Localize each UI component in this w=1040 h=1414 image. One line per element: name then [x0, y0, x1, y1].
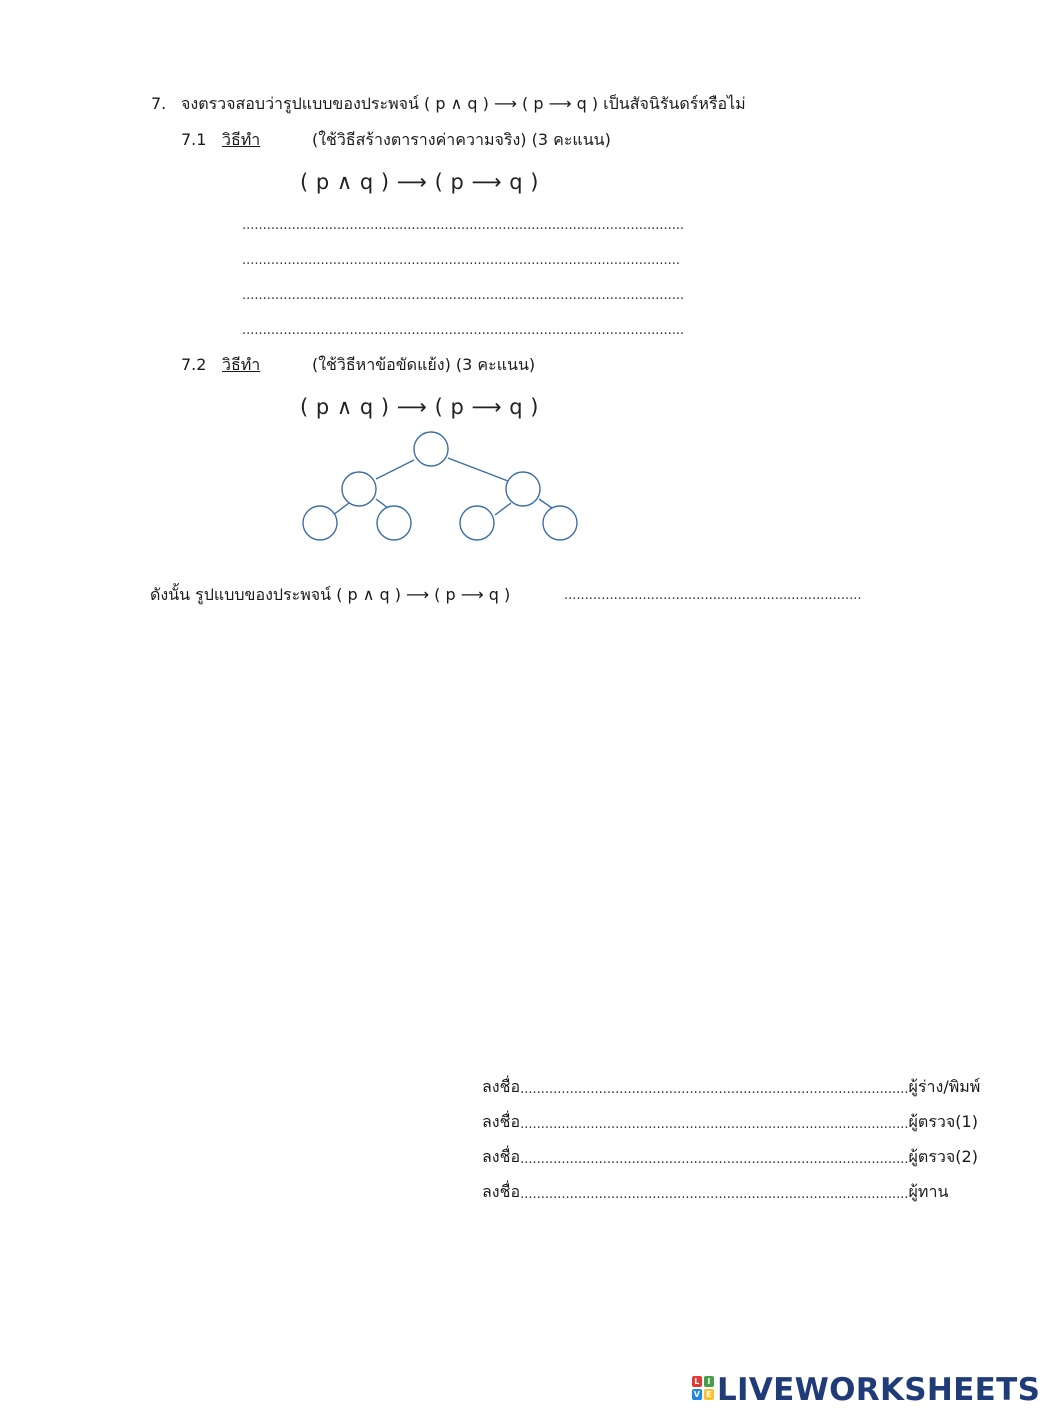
- tree-node-left[interactable]: [342, 472, 376, 506]
- tree-node-leaf[interactable]: [543, 506, 577, 540]
- answer-line[interactable]: ...........................................................................................................: [242, 288, 685, 303]
- signature-dots[interactable]: ..............................................................................................: [520, 1082, 909, 1097]
- signature-dots[interactable]: ..............................................................................................: [520, 1187, 909, 1202]
- tree-node-right[interactable]: [506, 472, 540, 506]
- part1-formula: ( p ∧ q ) ⟶ ( p ⟶ q ): [300, 170, 539, 194]
- question-text: จงตรวจสอบว่ารูปแบบของประพจน์ ( p ∧ q ) ⟶ ( p ⟶ q ) เป็นสัจนิรันดร์หรือไม่: [181, 94, 746, 113]
- signature-role: ผู้ตรวจ(2): [908, 1147, 978, 1166]
- tree-node-leaf[interactable]: [303, 506, 337, 540]
- signature-role: ผู้ตรวจ(1): [908, 1112, 978, 1131]
- signature-dots[interactable]: ..............................................................................................: [520, 1152, 909, 1167]
- liveworksheets-logo-icon: L I V E: [692, 1376, 716, 1402]
- contradiction-tree: [290, 425, 590, 550]
- signature-prefix: ลงชื่อ: [482, 1182, 521, 1201]
- signature-line: [482, 1182, 949, 1217]
- tree-edge: [376, 499, 388, 508]
- answer-line[interactable]: ...........................................................................................................: [242, 323, 685, 338]
- signature-block: [482, 1077, 981, 1217]
- answer-line[interactable]: ...........................................................................................................: [242, 218, 685, 233]
- liveworksheets-logo-text: LIVEWORKSHEETS: [717, 1372, 1040, 1408]
- signature-prefix: ลงชื่อ: [482, 1147, 521, 1166]
- signature-role: ผู้ร่าง/พิมพ์: [908, 1077, 981, 1096]
- part1-number: 7.1: [181, 130, 207, 149]
- part2-formula: ( p ∧ q ) ⟶ ( p ⟶ q ): [300, 395, 539, 419]
- signature-line: [482, 1147, 978, 1182]
- signature-role: ผู้ทาน: [908, 1182, 949, 1201]
- tree-edge: [376, 460, 414, 479]
- part1-instruction: (ใช้วิธีสร้างตารางค่าความจริง) (3 คะแนน): [312, 130, 611, 149]
- part1-method-label: วิธีทำ: [222, 130, 261, 149]
- signature-dots[interactable]: ..............................................................................................: [520, 1117, 909, 1132]
- tree-node-leaf[interactable]: [377, 506, 411, 540]
- tree-node-root[interactable]: [414, 432, 448, 466]
- liveworksheets-logo[interactable]: [692, 1372, 1040, 1408]
- tree-edge: [448, 458, 508, 481]
- part2-method-label: วิธีทำ: [222, 355, 261, 374]
- conclusion-text: ดังนั้น รูปแบบของประพจน์ ( p ∧ q ) ⟶ ( p ⟶ q ): [150, 585, 511, 604]
- tree-edge: [495, 503, 511, 515]
- tree-node-leaf[interactable]: [460, 506, 494, 540]
- signature-line: [482, 1077, 981, 1112]
- signature-prefix: ลงชื่อ: [482, 1112, 521, 1131]
- signature-prefix: ลงชื่อ: [482, 1077, 521, 1096]
- tree-edge: [539, 499, 552, 508]
- signature-line: [482, 1112, 978, 1147]
- part2-number: 7.2: [181, 355, 207, 374]
- tree-edge: [333, 503, 349, 515]
- part2-instruction: (ใช้วิธีหาข้อขัดแย้ง) (3 คะแนน): [312, 355, 536, 374]
- answer-line[interactable]: ..........................................................................................................: [242, 253, 681, 268]
- conclusion-blank[interactable]: ........................................................................: [564, 588, 862, 603]
- question-number: 7.: [151, 94, 167, 113]
